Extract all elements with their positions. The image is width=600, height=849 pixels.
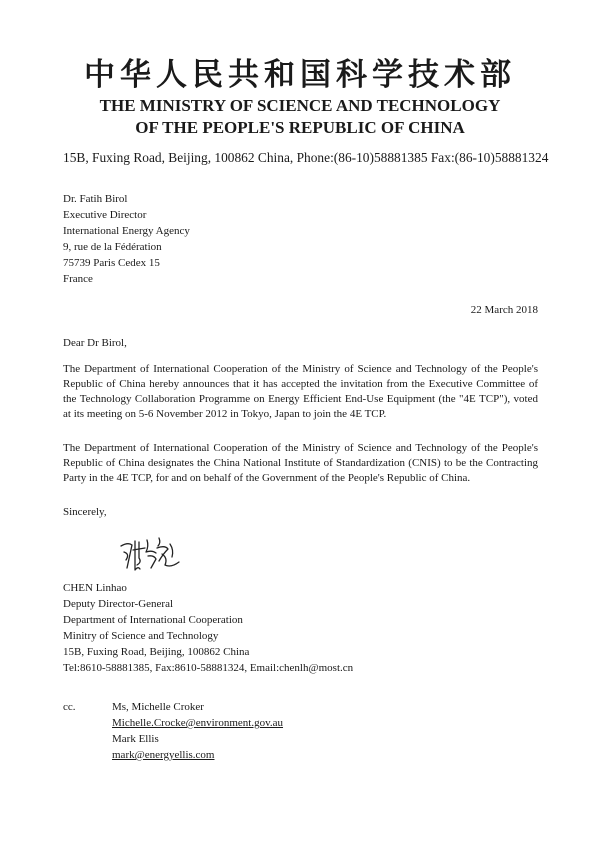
cc-name-1: Ms, Michelle Croker [112,701,204,713]
recipient-block [63,192,190,288]
salutation: Dear Dr Birol, [63,337,127,349]
recipient-name: Dr. Fatih Birol [63,193,128,205]
signer-name: CHEN Linhao [63,582,127,594]
recipient-title: Executive Director [63,209,147,221]
body-paragraph-1: The Department of International Cooperation of the Ministry of Science and Technology of the People's Republic of China hereby announces that it has accepted the invitation from the Executive Committee of the Technology Collaboration Programme on Energy Efficient End-Use Equipment (the "4E TCP"), voted at its meeting on 5-6 November 2012 in Tokyo, Japan to join the 4E TCP. [63,363,538,420]
signer-department: Department of International Cooperation [63,614,243,626]
recipient-street: 9, rue de la Fédération [63,241,162,253]
recipient-organization: International Energy Agency [63,225,190,237]
cc-email-link-2[interactable]: mark@energyellis.com [112,749,215,761]
body-paragraph-2: The Department of International Cooperation of the Ministry of Science and Technology of the People's Republic of China designates the China National Institute of Standardization (CNIS) to be the Contracting Party in the 4E TCP, for and on behalf of the Government of the People's Republic of China. [63,442,538,484]
letterhead-english-line1: THE MINISTRY OF SCIENCE AND TECHNOLOGY [99,96,501,115]
signer-ministry: Minitry of Science and Technology [63,630,219,642]
signer-block [63,581,353,677]
letterhead-address: 15B, Fuxing Road, Beijing, 100862 China, Phone:(86-10)58881385 Fax:(86-10)58881324 [63,150,549,165]
letterhead-chinese-name: 中华人民共和国科学技术部 [84,57,516,93]
letter-date: 22 March 2018 [470,304,538,316]
cc-block [112,700,283,764]
signer-title: Deputy Director-General [63,598,174,610]
handwritten-signature-icon [118,532,182,576]
cc-name-2: Mark Ellis [112,733,159,745]
signer-contact: Tel:8610-58881385, Fax:8610-58881324, Email:chenlh@most.cn [63,662,354,674]
recipient-city: 75739 Paris Cedex 15 [63,257,160,269]
closing: Sincerely, [63,506,107,518]
cc-email-link-1[interactable]: Michelle.Crocke@environment.gov.au [112,717,284,729]
letterhead-english-line2: OF THE PEOPLE'S REPUBLIC OF CHINA [135,118,465,137]
signer-address: 15B, Fuxing Road, Beijing, 100862 China [63,646,250,658]
recipient-country: France [63,273,93,285]
cc-label: cc. [63,701,76,713]
